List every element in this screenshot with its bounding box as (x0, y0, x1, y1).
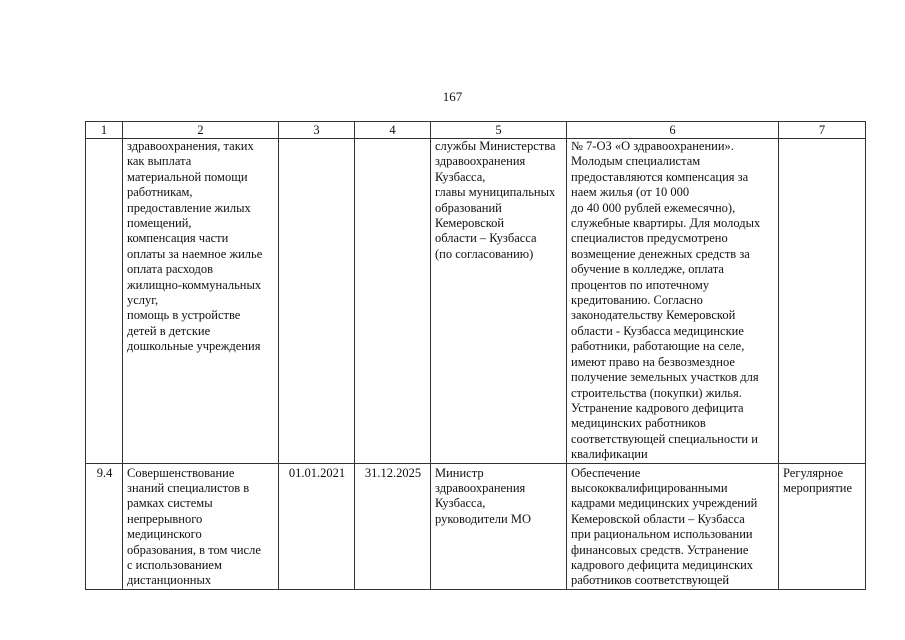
start-date-cell (279, 139, 355, 464)
row-number-cell: 9.4 (86, 463, 123, 589)
column-header: 2 (123, 122, 279, 139)
responsible-cell: службы Министерства здравоохранения Кузбасса, главы муниципальных образований Кемеровской области – Кузбасса (по согласованию) (431, 139, 567, 464)
measure-cell: здравоохранения, таких как выплата материальной помощи работникам, предоставление жилых помещений, компенсация части оплаты за наемное жилье оплата расходов жилищно-коммунальных услуг, помощь в устройстве детей в детские дошкольные учреждения (123, 139, 279, 464)
column-header: 3 (279, 122, 355, 139)
end-date-cell (355, 139, 431, 464)
table-row (86, 139, 866, 464)
column-header: 5 (431, 122, 567, 139)
table-row (86, 463, 866, 589)
type-cell: Регулярное мероприятие (779, 463, 866, 589)
measure-cell: Совершенствование знаний специалистов в рамках системы непрерывного медицинского образования, в том числе с использованием дистанционных (123, 463, 279, 589)
result-cell: Обеспечение высококвалифицированными кадрами медицинских учреждений Кемеровской области – Кузбасса при рациональном использовании финансовых средств. Устранение кадрового дефицита медицинских работников соответствующей (567, 463, 779, 589)
type-cell (779, 139, 866, 464)
end-date-cell: 31.12.2025 (355, 463, 431, 589)
column-header: 1 (86, 122, 123, 139)
row-number-cell (86, 139, 123, 464)
result-cell: № 7-ОЗ «О здравоохранении». Молодым специалистам предоставляются компенсация за наем жилья (от 10 000 до 40 000 рублей ежемесячно), служебные квартиры. Для молодых специалистов предусмотрено возмещение денежных средств за обучение в колледже, оплата процентов по ипотечному кредитованию. Согласно законодательству Кемеровской области - Кузбасса медицинские работники, работающие на селе, имеют право на безвозмездное получение земельных участков для строительства (покупки) жилья. Устранение кадрового дефицита медицинских работников соответствующей специальности и квалификации (567, 139, 779, 464)
column-header: 4 (355, 122, 431, 139)
table-header-row (86, 122, 866, 139)
page-number: 167 (442, 89, 463, 104)
column-header: 7 (779, 122, 866, 139)
measures-table (85, 121, 866, 590)
start-date-cell: 01.01.2021 (279, 463, 355, 589)
column-header: 6 (567, 122, 779, 139)
responsible-cell: Министр здравоохранения Кузбасса, руководители МО (431, 463, 567, 589)
